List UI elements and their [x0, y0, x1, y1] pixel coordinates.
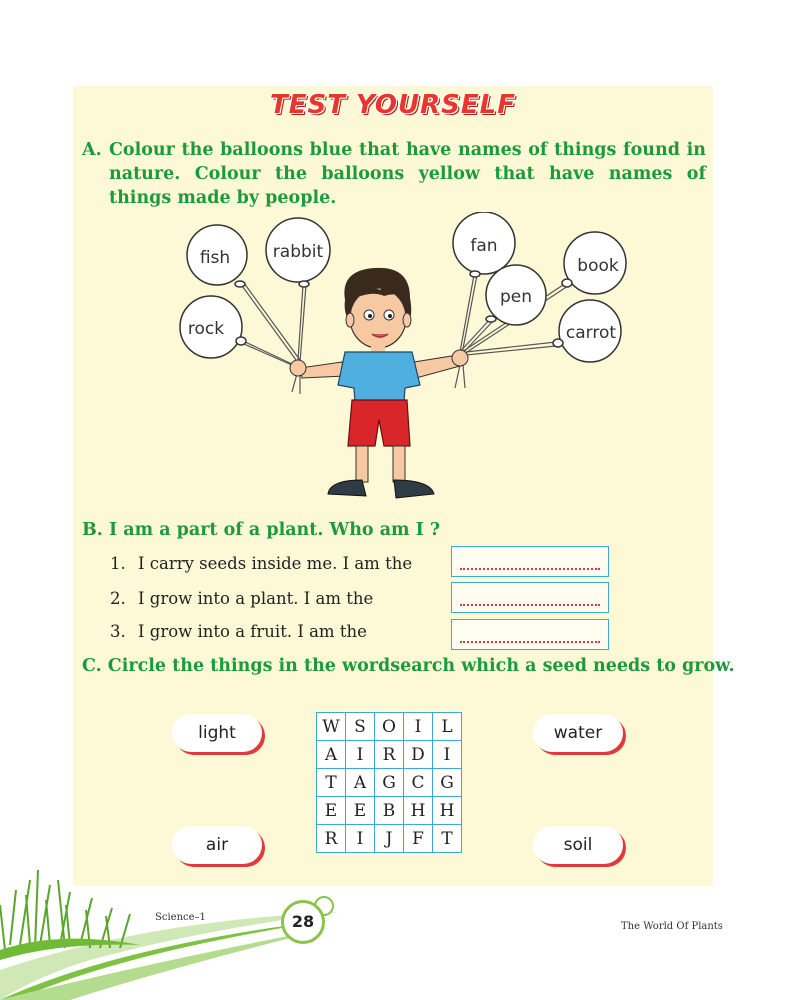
question-b-item [110, 622, 367, 641]
question-b-item [110, 554, 412, 573]
grid-cell[interactable]: H [404, 797, 433, 825]
grid-cell[interactable]: I [404, 713, 433, 741]
grid-cell[interactable]: G [433, 769, 462, 797]
grid-row [317, 797, 462, 825]
footer-book-title: Science–1 [155, 912, 206, 923]
item-text: I carry seeds inside me. I am the [138, 554, 413, 573]
grid-cell[interactable]: C [404, 769, 433, 797]
balloon-illustration [170, 212, 630, 512]
word-cloud-light: light [172, 714, 262, 752]
grid-cell[interactable]: W [317, 713, 346, 741]
grid-cell[interactable]: T [433, 825, 462, 853]
question-c-heading: C. Circle the things in the wordsearch which a seed needs to grow. [82, 656, 735, 676]
grid-cell[interactable]: J [375, 825, 404, 853]
boy-illustration [290, 268, 468, 498]
grid-cell[interactable]: F [404, 825, 433, 853]
footer-chapter: The World Of Plants [621, 921, 723, 932]
question-b-item [110, 589, 373, 608]
balloon-label-fan: fan [470, 236, 498, 256]
word-cloud-soil: soil [533, 826, 623, 864]
grid-row [317, 769, 462, 797]
grid-cell[interactable]: B [375, 797, 404, 825]
grid-cell[interactable]: I [346, 825, 375, 853]
question-a-text: Colour the balloons blue that have names of things found in nature. Colour the balloons yellow that have names of things made by people. [109, 140, 706, 208]
grid-cell[interactable]: R [375, 741, 404, 769]
grid-row [317, 825, 462, 853]
grid-cell[interactable]: E [317, 797, 346, 825]
grid-cell[interactable]: I [346, 741, 375, 769]
grid-cell[interactable]: R [317, 825, 346, 853]
grid-cell[interactable]: G [375, 769, 404, 797]
item-text: I grow into a plant. I am the [138, 589, 374, 608]
balloon-label-carrot: carrot [565, 323, 617, 343]
answer-dotted-line [460, 568, 600, 570]
grid-cell[interactable]: S [346, 713, 375, 741]
balloon-label-rock: rock [187, 319, 225, 339]
item-number: 1. [110, 554, 126, 573]
grid-cell[interactable]: H [433, 797, 462, 825]
page-title: TEST YOURSELF [270, 90, 516, 120]
answer-box-2[interactable] [451, 582, 609, 613]
grid-cell[interactable]: L [433, 713, 462, 741]
grid-cell[interactable]: T [317, 769, 346, 797]
balloon-label-book: book [577, 256, 619, 276]
balloon-label-pen: pen [499, 287, 533, 307]
balloon-label-fish: fish [199, 248, 231, 268]
item-number: 2. [110, 589, 126, 608]
answer-box-3[interactable] [451, 619, 609, 650]
balloon-label-rabbit: rabbit [272, 242, 324, 262]
question-a-label: A. [82, 140, 102, 160]
grid-cell[interactable]: I [433, 741, 462, 769]
grid-cell[interactable]: D [404, 741, 433, 769]
grid-cell[interactable]: A [317, 741, 346, 769]
answer-box-1[interactable] [451, 546, 609, 577]
word-cloud-water: water [533, 714, 623, 752]
answer-dotted-line [460, 641, 600, 643]
grid-cell[interactable]: E [346, 797, 375, 825]
answer-dotted-line [460, 604, 600, 606]
question-a [82, 138, 706, 210]
page-number: 28 [281, 900, 325, 944]
item-text: I grow into a fruit. I am the [138, 622, 367, 641]
word-cloud-air: air [172, 826, 262, 864]
grid-cell[interactable]: O [375, 713, 404, 741]
grid-row [317, 741, 462, 769]
wordsearch-grid [316, 712, 462, 853]
question-b-heading: B. I am a part of a plant. Who am I ? [82, 520, 441, 540]
item-number: 3. [110, 622, 126, 641]
grid-cell[interactable]: A [346, 769, 375, 797]
grid-row [317, 713, 462, 741]
